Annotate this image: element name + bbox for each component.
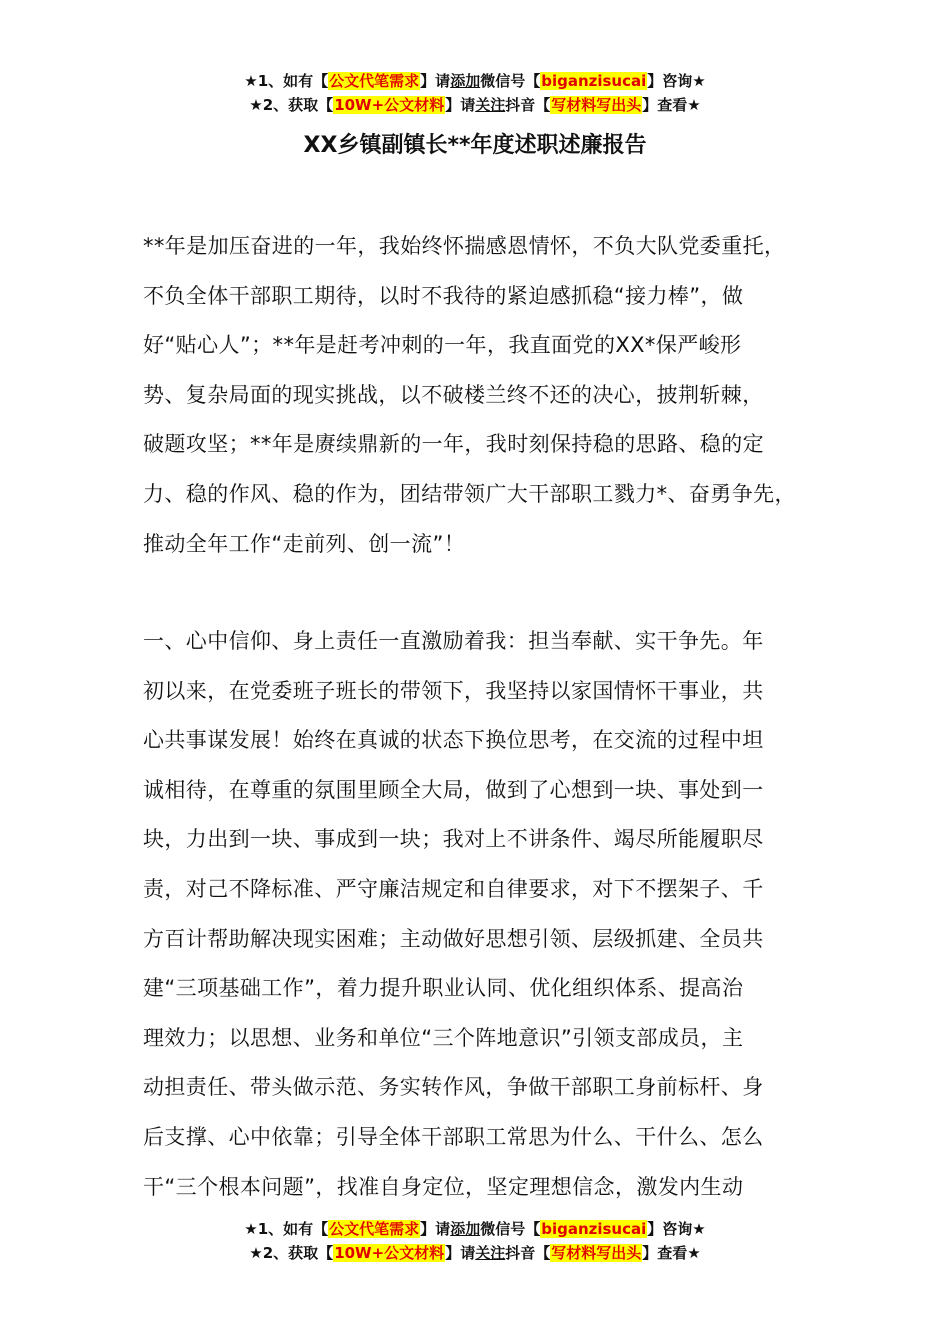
promo-line-1	[0, 70, 950, 94]
text-line: **年是加压奋进的一年，我始终怀揣感恩情怀，不负大队党委重托，	[143, 234, 786, 258]
promo-text: 】咨询★	[647, 72, 706, 90]
promo-text: ★2、获取【	[249, 96, 334, 114]
text-line: 一、心中信仰、身上责任一直激励着我：担当奉献、实干争先。年	[143, 629, 764, 653]
paragraph-intro	[143, 222, 833, 569]
promo-highlight: 公文代笔需求	[329, 1220, 420, 1238]
promo-highlight: 写材料写出头	[551, 96, 642, 114]
text-line: 后支撑、心中依靠；引导全体干部职工常思为什么、干什么、怎么	[143, 1124, 764, 1149]
promo-underline: 关注	[475, 96, 506, 114]
text-line: 块，力出到一块、事成到一块；我对上不讲条件、竭尽所能履职尽	[143, 827, 764, 852]
promo-text: 】请	[445, 1244, 476, 1262]
promo-text: 】查看★	[642, 96, 701, 114]
text-line: 心共事谋发展！始终在真诚的状态下换位思考，在交流的过程中坦	[143, 728, 764, 753]
promo-text: 】请	[420, 72, 451, 90]
promo-highlight: 公文代笔需求	[329, 72, 420, 90]
promo-underline: 添加	[450, 72, 481, 90]
promo-line-1	[0, 1218, 950, 1242]
promo-text: ★2、获取【	[249, 1244, 334, 1262]
promo-header-top	[0, 70, 950, 118]
promo-text: 】请	[420, 1220, 451, 1238]
promo-highlight: biganzisucai	[541, 72, 647, 90]
text-line: 建“三项基础工作”，着力提升职业认同、优化组织体系、提高治	[143, 976, 744, 1001]
promo-text: 抖音【	[505, 1244, 551, 1262]
text-line: 初以来，在党委班子班长的带领下，我坚持以家国情怀干事业，共	[143, 678, 764, 703]
promo-text: 微信号【	[480, 72, 541, 90]
document-title: XX乡镇副镇长**年度述职述廉报告	[303, 133, 647, 158]
promo-line-2	[0, 94, 950, 118]
text-line: 方百计帮助解决现实困难；主动做好思想引领、层级抓建、全员共	[143, 926, 764, 951]
text-line: 破题攻坚；**年是赓续鼎新的一年，我时刻保持稳的思路、稳的定	[143, 432, 764, 457]
promo-text: ★1、如有【	[244, 1220, 329, 1238]
promo-underline: 关注	[475, 1244, 506, 1262]
promo-text: 】请	[445, 96, 476, 114]
text-line: 干“三个根本问题”，找准自身定位，坚定理想信念，激发内生动	[143, 1174, 744, 1199]
promo-line-2	[0, 1242, 950, 1266]
text-line: 好“贴心人”；**年是赶考冲刺的一年，我直面党的XX*保严峻形	[143, 333, 742, 358]
promo-text: 】查看★	[642, 1244, 701, 1262]
promo-underline: 添加	[450, 1220, 481, 1238]
promo-footer-bottom	[0, 1218, 950, 1266]
text-line: 动担责任、带头做示范、务实转作风，争做干部职工身前标杆、身	[143, 1075, 764, 1100]
text-line: 推动全年工作“走前列、创一流”！	[143, 531, 466, 556]
promo-highlight: 写材料写出头	[551, 1244, 642, 1262]
text-line: 理效力；以思想、业务和单位“三个阵地意识”引领支部成员，主	[143, 1025, 744, 1050]
promo-highlight: 10W+公文材料	[334, 1244, 445, 1262]
text-line: 不负全体干部职工期待，以时不我待的紧迫感抓稳“接力棒”，做	[143, 283, 744, 308]
promo-highlight: biganzisucai	[541, 1220, 647, 1238]
text-line: 诚相待，在尊重的氛围里顾全大局，做到了心想到一块、事处到一	[143, 777, 764, 802]
text-line: 责，对己不降标准、严守廉洁规定和自律要求，对下不摆架子、千	[143, 876, 764, 901]
promo-highlight: 10W+公文材料	[334, 96, 445, 114]
text-line: 势、复杂局面的现实挑战，以不破楼兰终不还的决心，披荆斩棘，	[143, 382, 764, 407]
text-line: 力、稳的作风、稳的作为，团结带领广大干部职工戮力*、奋勇争先，	[143, 481, 796, 506]
promo-text: 】咨询★	[647, 1220, 706, 1238]
promo-text: ★1、如有【	[244, 72, 329, 90]
promo-text: 微信号【	[480, 1220, 541, 1238]
paragraph-section-1	[143, 617, 833, 1212]
promo-text: 抖音【	[505, 96, 551, 114]
